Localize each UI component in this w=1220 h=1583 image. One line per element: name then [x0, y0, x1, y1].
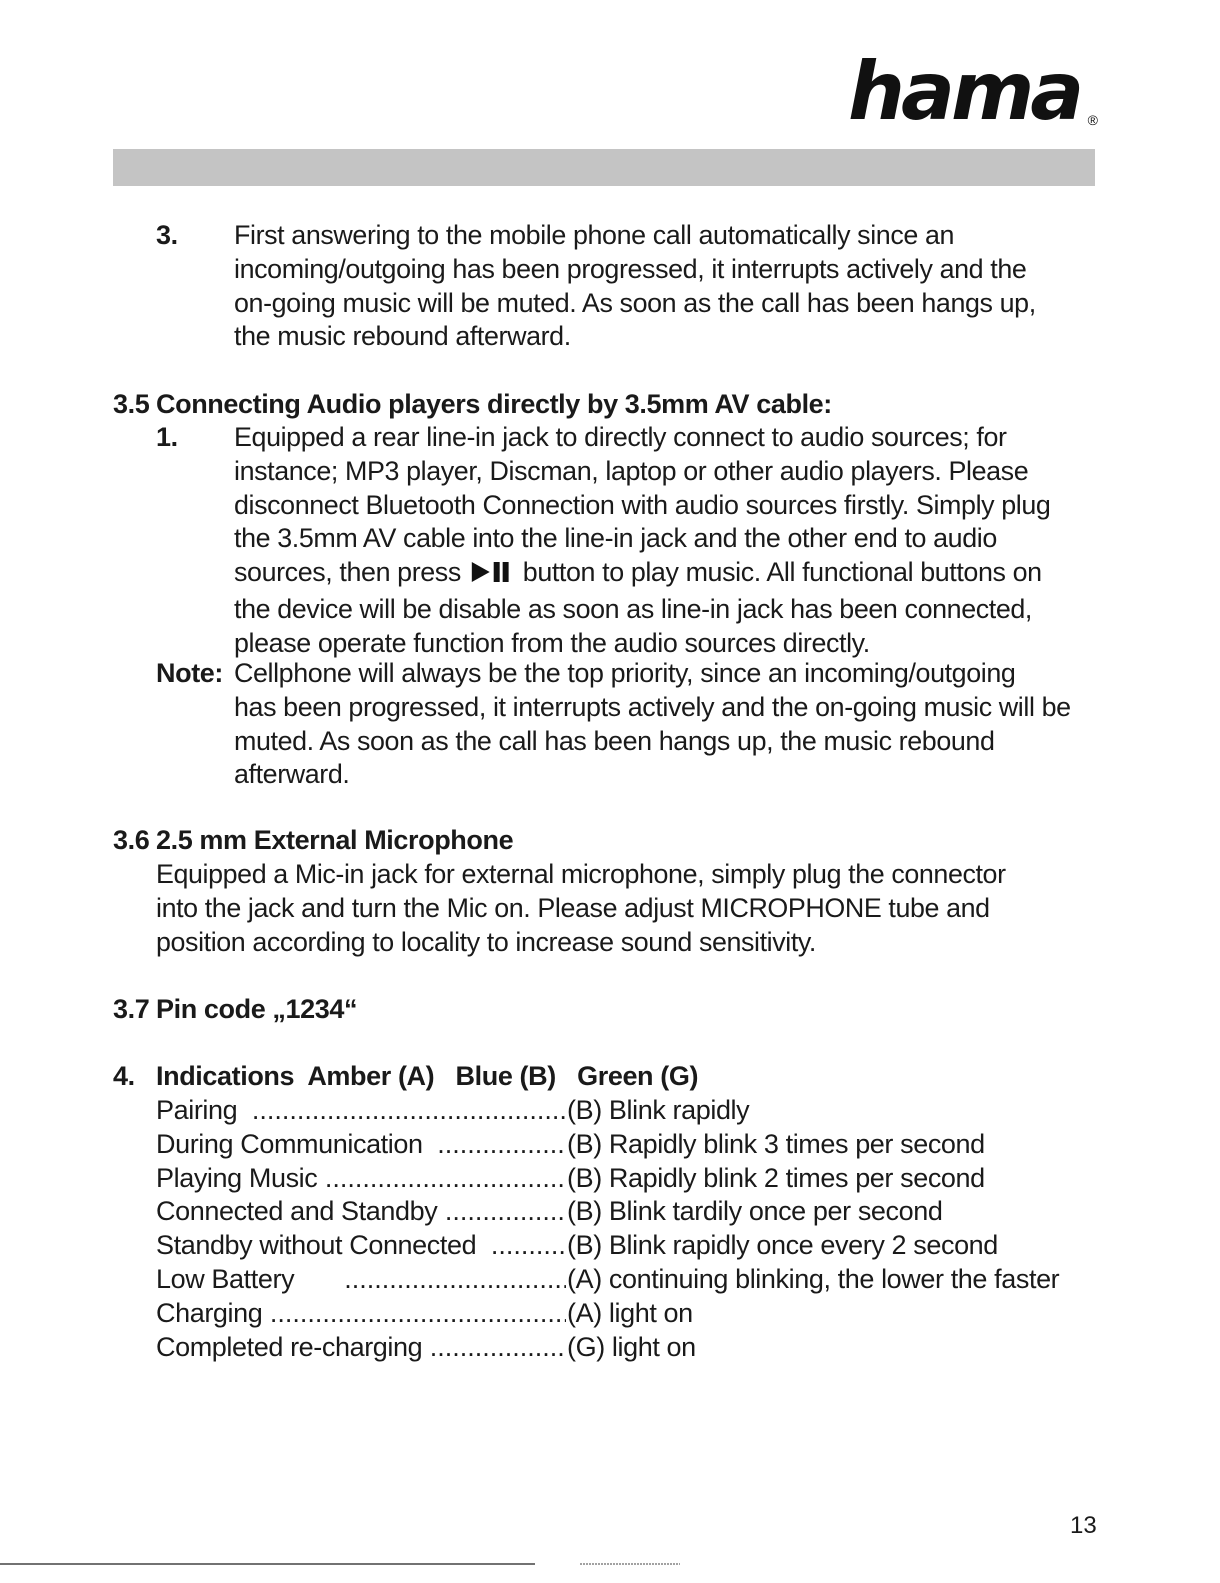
item3-paragraph [234, 219, 1104, 354]
indication-label: Playing Music ..... [156, 1162, 566, 1196]
header-bar [113, 149, 1095, 186]
indication-label: Standby without Connected ..... [156, 1229, 566, 1263]
indication-value: (B) Rapidly blink 3 times per second [566, 1128, 985, 1162]
paragraph-line: instance; MP3 player, Discman, laptop or other audio players. Please [234, 455, 1029, 486]
sec35-item1-paragraph [234, 421, 1104, 661]
paragraph-line: Equipped a Mic-in jack for external microphone, simply plug the connector [156, 859, 1006, 889]
paragraph-line: on-going music will be muted. As soon as the call has been hangs up, [234, 287, 1036, 318]
section-number: 3.7 [113, 994, 150, 1024]
indication-value: (B) Blink rapidly once every 2 second [566, 1229, 998, 1263]
paragraph-line: Cellphone will always be the top priority, since an incoming/outgoing [234, 658, 1016, 688]
indication-value: (A) continuing blinking, the lower the faster [566, 1263, 1059, 1297]
indication-value: (B) Blink rapidly [566, 1094, 749, 1128]
list-item [0, 1331, 1220, 1365]
logo-wordmark: hama [848, 45, 1081, 138]
sec36-paragraph [156, 858, 1106, 959]
paragraph-line: the 3.5mm AV cable into the line-in jack and the other end to audio [234, 523, 997, 554]
list-item [0, 1128, 1220, 1162]
indication-label: Connected and Standby ..... [156, 1195, 566, 1229]
indication-label: Charging ..... [156, 1297, 566, 1331]
section-number: 4. [113, 1061, 135, 1091]
text-segment: sources, then press [234, 557, 468, 588]
list-item [0, 1229, 1220, 1263]
section-heading: Indications Amber (A) Blue (B) Green (G) [156, 1061, 699, 1091]
list-item [0, 1094, 1220, 1128]
list-item [0, 1263, 1220, 1297]
indication-label: Completed re-charging ..... [156, 1331, 566, 1365]
note-label: Note: [156, 658, 223, 688]
paragraph-line: disconnect Bluetooth Connection with audio sources firstly. Simply plug [234, 489, 1051, 520]
section-heading: 2.5 mm External Microphone [156, 825, 514, 855]
page-number: 13 [1070, 1512, 1097, 1539]
indication-value: (G) light on [566, 1331, 696, 1365]
paragraph-line: afterward. [234, 759, 350, 790]
section-number: 3.6 [113, 825, 150, 855]
paragraph-line: please operate function from the audio sources directly. [234, 627, 870, 658]
indication-value: (B) Rapidly blink 2 times per second [566, 1162, 985, 1196]
footer-rule [0, 1562, 1220, 1566]
text-segment: button to play music. All functional buttons on [515, 557, 1042, 588]
list-item [0, 1297, 1220, 1331]
paragraph-line: into the jack and turn the Mic on. Please adjust MICROPHONE tube and [156, 892, 990, 923]
section-number: 3.5 [113, 389, 150, 419]
paragraph-line [234, 556, 1100, 593]
indication-value: (A) light on [566, 1297, 693, 1331]
indication-label: Pairing ..... [156, 1094, 566, 1128]
paragraph-line: First answering to the mobile phone call automatically since an [234, 220, 955, 250]
section-heading: Connecting Audio players directly by 3.5mm AV cable: [156, 389, 832, 419]
paragraph-line: the device will be disable as soon as line-in jack has been connected, [234, 593, 1033, 624]
paragraph-line: Equipped a rear line-in jack to directly connect to audio sources; for [234, 422, 1007, 452]
paragraph-line: muted. As soon as the call has been hangs up, the music rebound [234, 725, 995, 756]
paragraph-line: the music rebound afterward. [234, 321, 571, 352]
hama-logo [840, 45, 1100, 138]
paragraph-line: position according to locality to increase sound sensitivity. [156, 926, 816, 957]
item-number: 1. [156, 422, 178, 452]
paragraph-line: has been progressed, it interrupts actively and the on-going music will be [234, 691, 1071, 722]
list-item [0, 1195, 1220, 1229]
item-number: 3. [156, 220, 178, 250]
indication-label: Low Battery ..... [156, 1263, 566, 1297]
indication-value: (B) Blink tardily once per second [566, 1195, 942, 1229]
section-heading: Pin code „1234“ [156, 994, 358, 1024]
list-item [0, 1162, 1220, 1196]
indication-label: During Communication ..... [156, 1128, 566, 1162]
registered-mark: ® [1087, 112, 1098, 128]
note-paragraph [234, 657, 1104, 792]
indications-list [0, 1094, 1220, 1364]
play-pause-icon [470, 559, 514, 593]
paragraph-line: incoming/outgoing has been progressed, it interrupts actively and the [234, 253, 1027, 284]
